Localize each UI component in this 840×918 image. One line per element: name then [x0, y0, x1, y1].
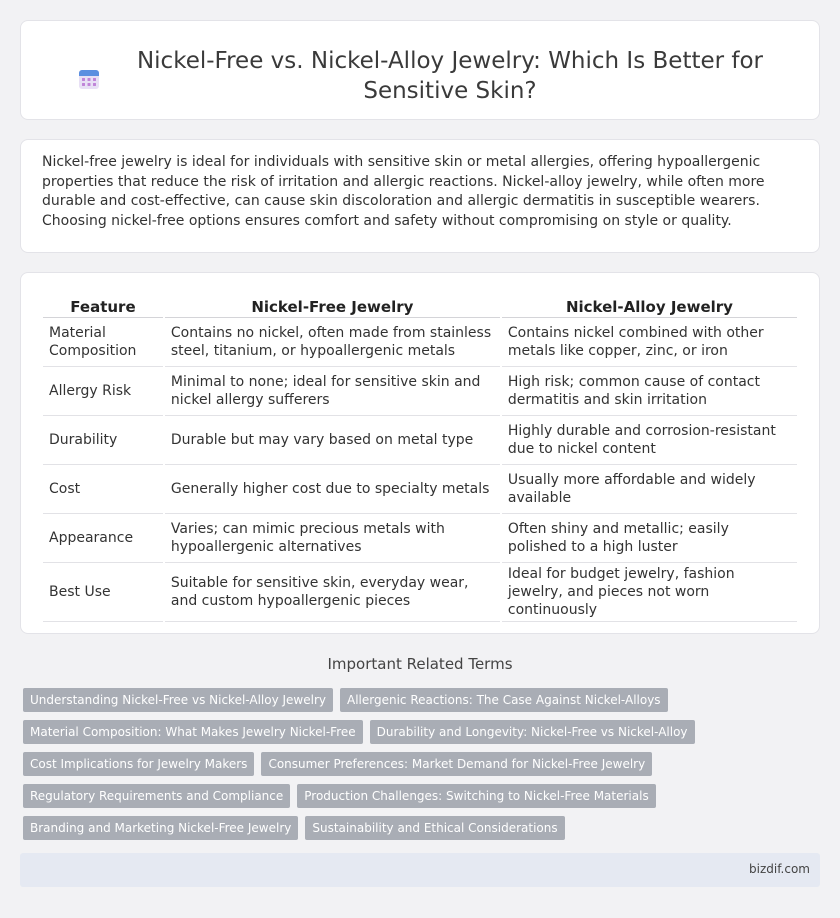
related-terms-title: Important Related Terms [327, 655, 513, 673]
related-term-tag[interactable]: Sustainability and Ethical Considerations [305, 816, 564, 840]
related-term-tag[interactable]: Production Challenges: Switching to Nickel-Free Materials [297, 784, 655, 808]
table-header-row [43, 296, 797, 318]
comparison-table-card [20, 272, 820, 634]
related-term-tag[interactable]: Allergenic Reactions: The Case Against Nickel-Alloys [340, 688, 668, 712]
nickel-alloy-cell: Highly durable and corrosion-resistant due to nickel content [502, 416, 797, 465]
related-term-tag[interactable]: Understanding Nickel-Free vs Nickel-Alloy Jewelry [23, 688, 333, 712]
page-title: Nickel-Free vs. Nickel-Alloy Jewelry: Which Is Better for Sensitive Skin? [136, 48, 764, 104]
related-term-tag[interactable]: Branding and Marketing Nickel-Free Jewelry [23, 816, 298, 840]
tag-row [23, 816, 803, 840]
related-term-tag[interactable]: Durability and Longevity: Nickel-Free vs Nickel-Alloy [370, 720, 695, 744]
nickel-alloy-cell: Ideal for budget jewelry, fashion jewelry, and pieces not worn continuously [502, 563, 797, 622]
feature-cell: Best Use [43, 563, 163, 622]
feature-cell: Allergy Risk [43, 367, 163, 416]
header-nickel-alloy: Nickel-Alloy Jewelry [502, 296, 797, 318]
table-row [43, 416, 797, 465]
feature-cell: Material Composition [43, 318, 163, 367]
header-card [20, 20, 820, 120]
comparison-table [41, 296, 799, 622]
nickel-free-cell: Generally higher cost due to specialty metals [165, 465, 500, 514]
nickel-alloy-cell: Often shiny and metallic; easily polished to a high luster [502, 514, 797, 563]
calendar-icon [78, 68, 100, 90]
feature-cell: Cost [43, 465, 163, 514]
tag-row [23, 688, 803, 712]
related-term-tag[interactable]: Consumer Preferences: Market Demand for Nickel-Free Jewelry [261, 752, 652, 776]
nickel-alloy-cell: Usually more affordable and widely available [502, 465, 797, 514]
nickel-free-cell: Minimal to none; ideal for sensitive skin and nickel allergy sufferers [165, 367, 500, 416]
header-feature: Feature [43, 296, 163, 318]
related-term-tag[interactable]: Regulatory Requirements and Compliance [23, 784, 290, 808]
nickel-free-cell: Contains no nickel, often made from stainless steel, titanium, or hypoallergenic metals [165, 318, 500, 367]
related-term-tag[interactable]: Material Composition: What Makes Jewelry Nickel-Free [23, 720, 363, 744]
feature-cell: Appearance [43, 514, 163, 563]
related-term-tag[interactable]: Cost Implications for Jewelry Makers [23, 752, 254, 776]
footer [20, 853, 820, 887]
tag-row [23, 784, 803, 808]
nickel-free-cell: Varies; can mimic precious metals with hypoallergenic alternatives [165, 514, 500, 563]
feature-cell: Durability [43, 416, 163, 465]
table-row [43, 514, 797, 563]
nickel-alloy-cell: Contains nickel combined with other metals like copper, zinc, or iron [502, 318, 797, 367]
nickel-free-cell: Durable but may vary based on metal type [165, 416, 500, 465]
nickel-alloy-cell: High risk; common cause of contact dermatitis and skin irritation [502, 367, 797, 416]
tag-row [23, 720, 803, 744]
tag-row [23, 752, 803, 776]
related-terms-list [23, 688, 803, 848]
table-row [43, 367, 797, 416]
table-row [43, 465, 797, 514]
table-row [43, 563, 797, 622]
header-nickel-free: Nickel-Free Jewelry [165, 296, 500, 318]
footer-site-link[interactable]: bizdif.com [749, 862, 810, 876]
intro-paragraph: Nickel-free jewelry is ideal for individuals with sensitive skin or metal allergies, offering hypoallergenic properties that reduce the risk of irritation and allergic reactions. Nickel-alloy jewelry, while often more durable and cost-effective, can cause skin discoloration and allergic dermatitis in susceptible wearers. Choosing nickel-free options ensures comfort and safety without compromising on style or quality. [42, 154, 765, 229]
nickel-free-cell: Suitable for sensitive skin, everyday wear, and custom hypoallergenic pieces [165, 563, 500, 622]
intro-card [20, 139, 820, 253]
table-row [43, 318, 797, 367]
